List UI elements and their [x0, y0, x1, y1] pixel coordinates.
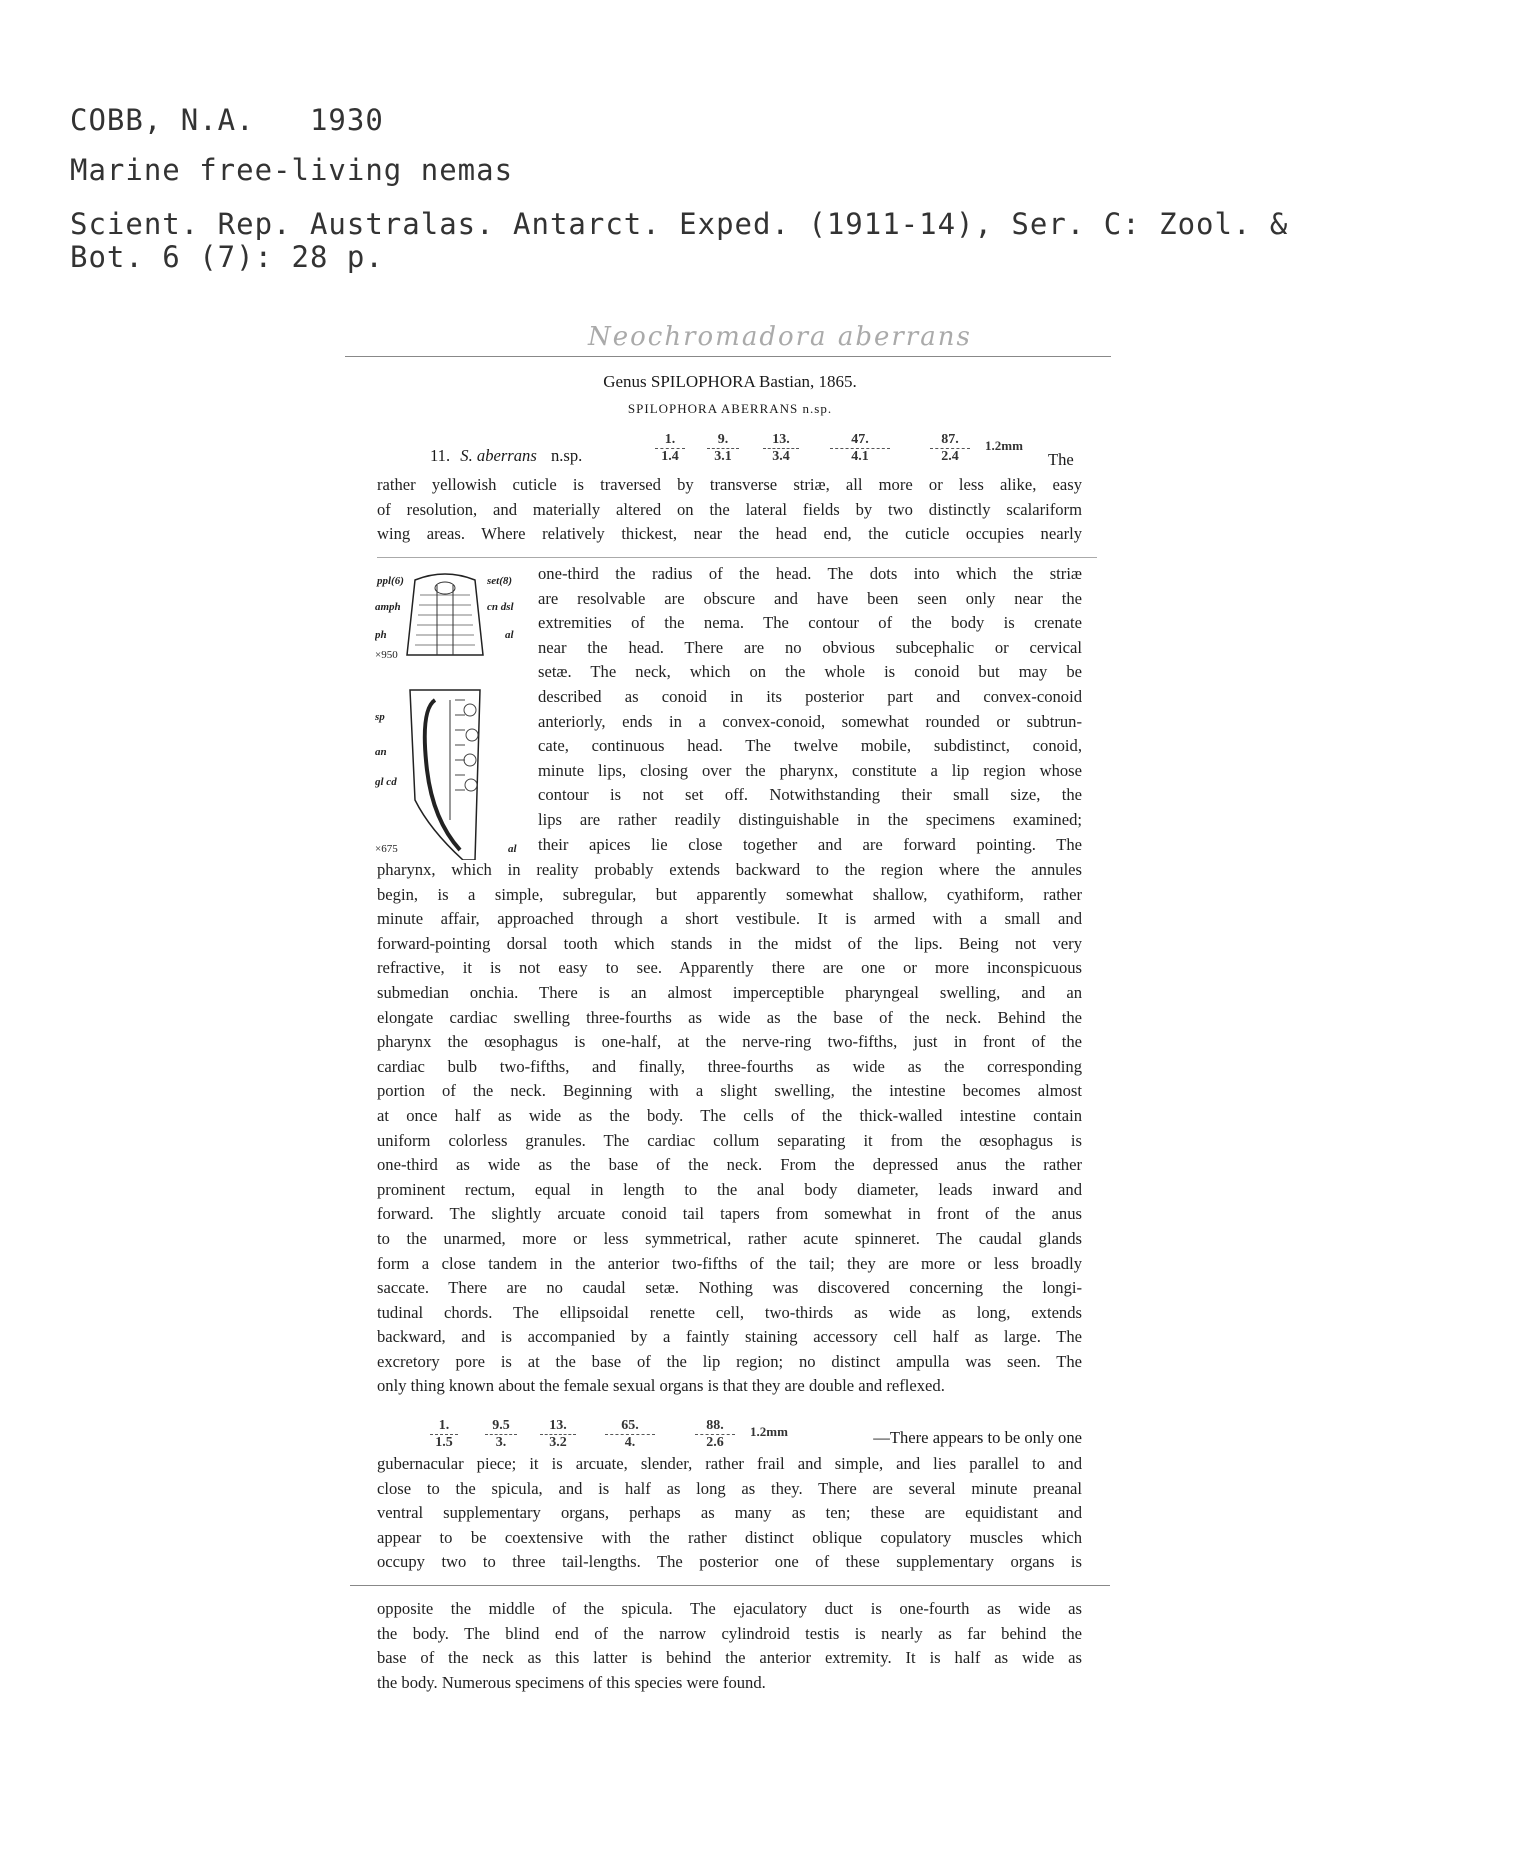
species-heading-text: SPILOPHORA ABERRANS n.sp. [627, 401, 833, 416]
body-line: submedian onchia. There is an almost imperceptible pharyngeal swelling, and an [377, 982, 1082, 1002]
m-den-4: 4. [624, 1435, 636, 1450]
male-line: close to the spicula, and is half as long as they. There are several minute preanal [377, 1478, 1082, 1498]
intro-line: of resolution, and materially altered on the lateral fields by two distinctly scalariform [377, 499, 1082, 519]
f-den-1: 1.4 [661, 449, 679, 464]
title-line: Marine free-living nemas [70, 153, 514, 187]
wrap-line: described as conoid in its posterior part and convex-conoid [538, 686, 1082, 706]
body-line: portion of the neck. Beginning with a slight swelling, the intestine becomes almost [377, 1081, 1082, 1101]
m-num-3: 13. [540, 1418, 576, 1435]
wrap-line: anteriorly, ends in a convex-conoid, somewhat rounded or subtrun- [538, 711, 1082, 731]
fig-label-ph: ph [375, 629, 387, 641]
wrap-paragraph [538, 562, 1082, 857]
body-line: one-third as wide as the base of the neck. From the depressed anus the rather [377, 1155, 1082, 1175]
male-length: 1.2mm [750, 1424, 788, 1439]
m-den-5: 2.6 [706, 1435, 724, 1450]
male-line: ventral supplementary organs, perhaps as many as ten; these are equidistant and [377, 1503, 1082, 1523]
body-line: pharynx, which in reality probably extends backward to the region where the annules [377, 860, 1082, 879]
wrap-line: their apices lie close together and are forward pointing. The [538, 834, 1082, 854]
f-num-3: 13. [763, 432, 799, 449]
genus-heading [350, 372, 1110, 392]
body-line: begin, is a simple, subregular, but apparently somewhat shallow, cyathiform, rather [377, 884, 1082, 904]
body-line: backward, and is accompanied by a faintly staining accessory cell half as large. The [377, 1327, 1082, 1347]
fig-label-ppl: ppl(6) [377, 575, 404, 587]
fig-label-cndsl: cn dsl [487, 601, 514, 613]
wrap-line: cate, continuous head. The twelve mobile, subdistinct, conoid, [538, 736, 1082, 756]
wrap-line: near the head. There are no obvious subcephalic or cervical [538, 637, 1082, 657]
m-den-3: 3.2 [549, 1435, 567, 1450]
species-entry [430, 446, 582, 466]
wrap-line: are resolvable are obscure and have been seen only near the [538, 588, 1082, 608]
fig-label-al-bottom: al [508, 843, 517, 855]
f-num-2: 9. [707, 432, 739, 449]
body-line: tudinal chords. The ellipsoidal renette cell, two-thirds as wide as long, extends [377, 1302, 1082, 1322]
male-line: gubernacular piece; it is arcuate, slender, rather frail and simple, and lies parallel to and [377, 1454, 1082, 1473]
nematode-figure [375, 570, 525, 860]
continuation-rule [350, 1585, 1110, 1586]
citation-line-2: Bot. 6 (7): 28 p. [70, 240, 384, 274]
wrap-line: extremities of the nema. The contour of the body is crenate [538, 613, 1082, 633]
f-num-1: 1. [655, 432, 685, 449]
m-num-4: 65. [605, 1418, 655, 1435]
handwritten-note: Neochromadora aberrans [588, 322, 972, 352]
body-line: excretory pore is at the base of the lip region; no distinct ampulla was seen. The [377, 1351, 1082, 1371]
citation-line-1: Scient. Rep. Australas. Antarct. Exped. (1911-14), Ser. C: Zool. & [70, 207, 1289, 241]
continuation-paragraph [377, 1597, 1082, 1695]
m-num-1: 1. [430, 1418, 458, 1435]
fig-label-an: an [375, 746, 387, 758]
f-den-4: 4.1 [851, 449, 869, 464]
fig-label-glcd: gl cd [375, 776, 397, 788]
wrap-line: lips are rather readily distinguishable in the specimens examined; [538, 809, 1082, 829]
male-line: occupy two to three tail-lengths. The posterior one of these supplementary organs is [377, 1552, 1082, 1572]
species-lead: The [1048, 450, 1074, 469]
body-line: forward. The slightly arcuate conoid tail tapers from somewhat in front of the anus [377, 1204, 1082, 1224]
continuation-line: opposite the middle of the spicula. The ejaculatory duct is one-fourth as wide as [377, 1599, 1082, 1618]
intro-paragraph [377, 473, 1082, 547]
body-line: at once half as wide as the body. The cells of the thick-walled intestine contain [377, 1105, 1082, 1125]
intro-line: wing areas. Where relatively thickest, near the head end, the cuticle occupies nearly [377, 524, 1082, 544]
wrap-line: contour is not set off. Notwithstanding their small size, the [538, 785, 1082, 805]
intro-rule [377, 557, 1097, 558]
m-num-5: 88. [695, 1418, 735, 1435]
wrap-line: minute lips, closing over the pharynx, constitute a lip region whose [538, 760, 1082, 780]
body-line: forward-pointing dorsal tooth which stands in the midst of the lips. Being not very [377, 933, 1082, 953]
body-line: only thing known about the female sexual organs is that they are double and reflexed. [377, 1376, 945, 1396]
m-den-2: 3. [495, 1435, 507, 1450]
female-formula [655, 432, 1035, 472]
genus-heading-text: Genus SPILOPHORA Bastian, 1865. [603, 372, 857, 391]
f-den-3: 3.4 [772, 449, 790, 464]
body-line: uniform colorless granules. The cardiac collum separating it from the œsophagus is [377, 1130, 1082, 1150]
female-length: 1.2mm [985, 438, 1023, 453]
f-den-5: 2.4 [941, 449, 959, 464]
fig-label-amph: amph [375, 601, 401, 613]
continuation-line: the body. The blind end of the narrow cylindroid testis is nearly as far behind the [377, 1623, 1082, 1643]
body-paragraph [377, 858, 1082, 1399]
f-num-5: 87. [930, 432, 970, 449]
body-line: to the unarmed, more or less symmetrical, rather acute spinneret. The caudal glands [377, 1228, 1082, 1248]
species-number: 11. [430, 446, 451, 465]
fig-scale-top: ×950 [375, 649, 398, 661]
fig-label-al-top: al [505, 629, 514, 641]
fig-label-sp: sp [375, 711, 385, 723]
continuation-line: the body. Numerous specimens of this species were found. [377, 1672, 766, 1692]
intro-line: rather yellowish cuticle is traversed by transverse striæ, all more or less alike, easy [377, 475, 1082, 494]
species-name: S. aberrans [460, 446, 537, 465]
body-line: pharynx the œsophagus is one-half, at the nerve-ring two-fifths, just in front of the [377, 1032, 1082, 1052]
male-lead: —There appears to be only one [873, 1428, 1082, 1447]
body-line: minute affair, approached through a short vestibule. It is armed with a small and [377, 909, 1082, 929]
top-rule [345, 356, 1111, 357]
body-line: refractive, it is not easy to see. Apparently there are one or more inconspicuous [377, 958, 1082, 978]
continuation-line: base of the neck as this latter is behind the anterior extremity. It is half as wide as [377, 1648, 1082, 1668]
m-den-1: 1.5 [435, 1435, 453, 1450]
body-line: form a close tandem in the anterior two-fifths of the tail; they are more or less broadly [377, 1253, 1082, 1273]
f-den-2: 3.1 [714, 449, 732, 464]
male-line: appear to be coextensive with the rather distinct oblique copulatory muscles which [377, 1527, 1082, 1547]
body-line: cardiac bulb two-fifths, and finally, three-fourths as wide as the corresponding [377, 1056, 1082, 1076]
m-num-2: 9.5 [485, 1418, 517, 1435]
body-line: saccate. There are no caudal setæ. Nothing was discovered concerning the longi- [377, 1278, 1082, 1298]
species-heading [350, 401, 1110, 417]
wrap-line: one-third the radius of the head. The dots into which the striæ [538, 564, 1082, 583]
species-status: n.sp. [550, 446, 583, 465]
male-paragraph [377, 1452, 1082, 1575]
author-year-line: COBB, N.A. 1930 [70, 103, 384, 137]
body-line: elongate cardiac swelling three-fourths as wide as the base of the neck. Behind the [377, 1007, 1082, 1027]
fig-label-set: set(8) [487, 575, 513, 587]
wrap-line: setæ. The neck, which on the whole is conoid but may be [538, 662, 1082, 682]
fig-scale-bottom: ×675 [375, 843, 398, 855]
body-line: prominent rectum, equal in length to the anal body diameter, leads inward and [377, 1179, 1082, 1199]
f-num-4: 47. [830, 432, 890, 449]
